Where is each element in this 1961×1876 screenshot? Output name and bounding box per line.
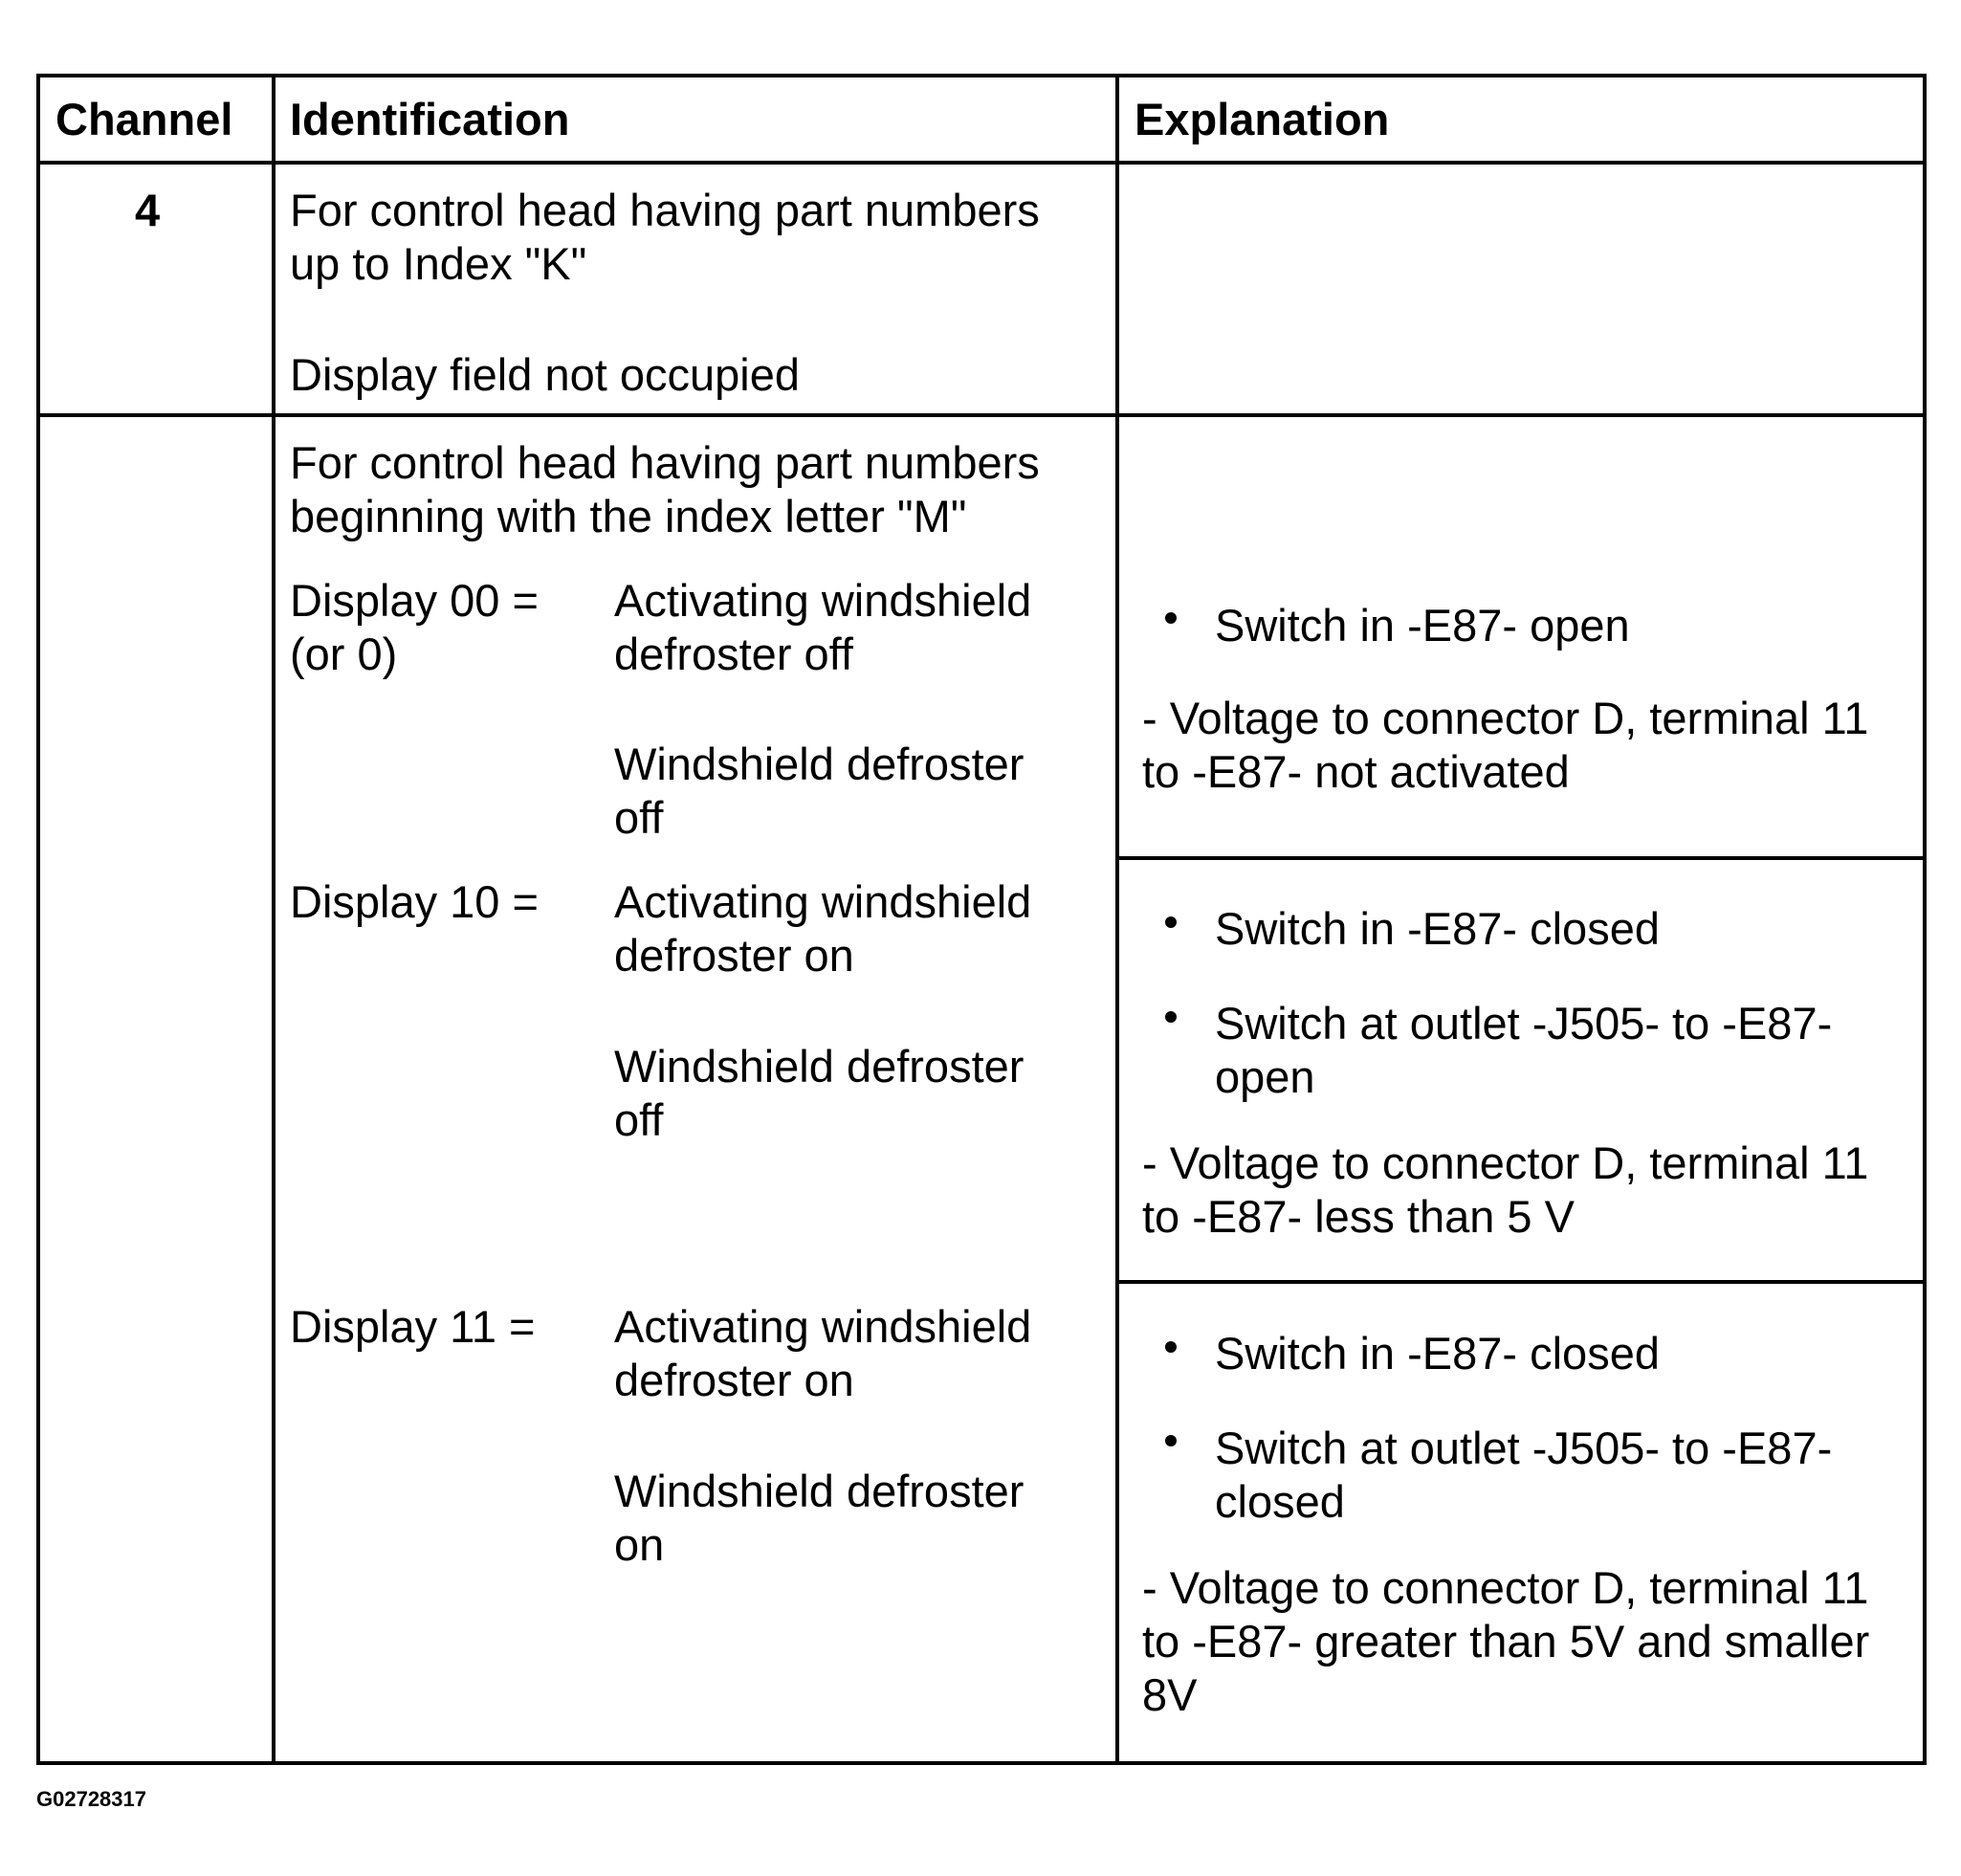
- display-00-action-line1: Activating windshield: [614, 575, 1032, 626]
- display-10-voltage-line2: to -E87- less than 5 V: [1142, 1191, 1575, 1242]
- display-10-voltage-line1: - Voltage to connector D, terminal 11: [1142, 1137, 1869, 1188]
- display-00-voltage-line2: to -E87- not activated: [1142, 746, 1570, 797]
- row2-intro-line1: For control head having part numbers: [290, 437, 1040, 488]
- display-00-state-line2: off: [614, 792, 664, 843]
- figure-id: G02728317: [36, 1787, 146, 1811]
- row2-intro-line2: beginning with the index letter "M": [290, 491, 967, 541]
- explanation-divider-1: [1115, 856, 1927, 860]
- display-11-bullet-2-line2: closed: [1215, 1476, 1345, 1527]
- display-11-action-line1: Activating windshield: [614, 1301, 1032, 1352]
- display-10-action-line2: defroster on: [614, 930, 854, 981]
- row1-identification-line1: For control head having part numbers: [290, 185, 1040, 235]
- display-11-voltage-line3: 8V: [1142, 1669, 1198, 1720]
- header-divider: [36, 161, 1927, 165]
- bullet-icon: [1165, 916, 1177, 928]
- display-00-voltage-line1: - Voltage to connector D, terminal 11: [1142, 693, 1869, 743]
- display-00-bullet-1: Switch in -E87- open: [1215, 600, 1630, 651]
- bullet-icon: [1165, 612, 1177, 624]
- channel-number: 4: [135, 185, 161, 235]
- display-11-bullet-2-line1: Switch at outlet -J505- to -E87-: [1215, 1423, 1833, 1473]
- display-10-action-line1: Activating windshield: [614, 876, 1032, 927]
- display-11-bullet-1: Switch in -E87- closed: [1215, 1328, 1660, 1379]
- row1-identification-line3: Display field not occupied: [290, 349, 800, 400]
- header-channel: Channel: [55, 94, 233, 144]
- bullet-icon: [1165, 1435, 1177, 1446]
- row1-identification-line2: up to Index "K": [290, 238, 587, 289]
- display-11-voltage-line2: to -E87- greater than 5V and smaller: [1142, 1616, 1870, 1666]
- display-10-state-line2: off: [614, 1094, 664, 1145]
- display-10-bullet-2-line2: open: [1215, 1051, 1315, 1102]
- bullet-icon: [1165, 1341, 1177, 1353]
- display-11-state-line2: on: [614, 1519, 665, 1570]
- row-divider: [36, 413, 1927, 417]
- display-11-label: Display 11 =: [290, 1301, 536, 1352]
- display-10-state-line1: Windshield defroster: [614, 1041, 1025, 1092]
- header-identification: Identification: [290, 94, 570, 144]
- display-00-label: Display 00 =: [290, 575, 539, 626]
- explanation-divider-2: [1115, 1280, 1927, 1284]
- display-10-bullet-2-line1: Switch at outlet -J505- to -E87-: [1215, 998, 1833, 1048]
- display-11-state-line1: Windshield defroster: [614, 1466, 1025, 1516]
- display-00-label-alt: (or 0): [290, 629, 398, 679]
- column-divider-channel: [272, 74, 275, 1765]
- display-10-label: Display 10 =: [290, 876, 539, 927]
- column-divider-identification: [1115, 74, 1119, 1765]
- display-10-bullet-1: Switch in -E87- closed: [1215, 903, 1660, 954]
- display-11-voltage-line1: - Voltage to connector D, terminal 11: [1142, 1562, 1869, 1613]
- bullet-icon: [1165, 1011, 1177, 1023]
- display-00-state-line1: Windshield defroster: [614, 739, 1025, 789]
- display-11-action-line2: defroster on: [614, 1355, 854, 1405]
- display-00-action-line2: defroster off: [614, 629, 853, 679]
- header-explanation: Explanation: [1135, 94, 1390, 144]
